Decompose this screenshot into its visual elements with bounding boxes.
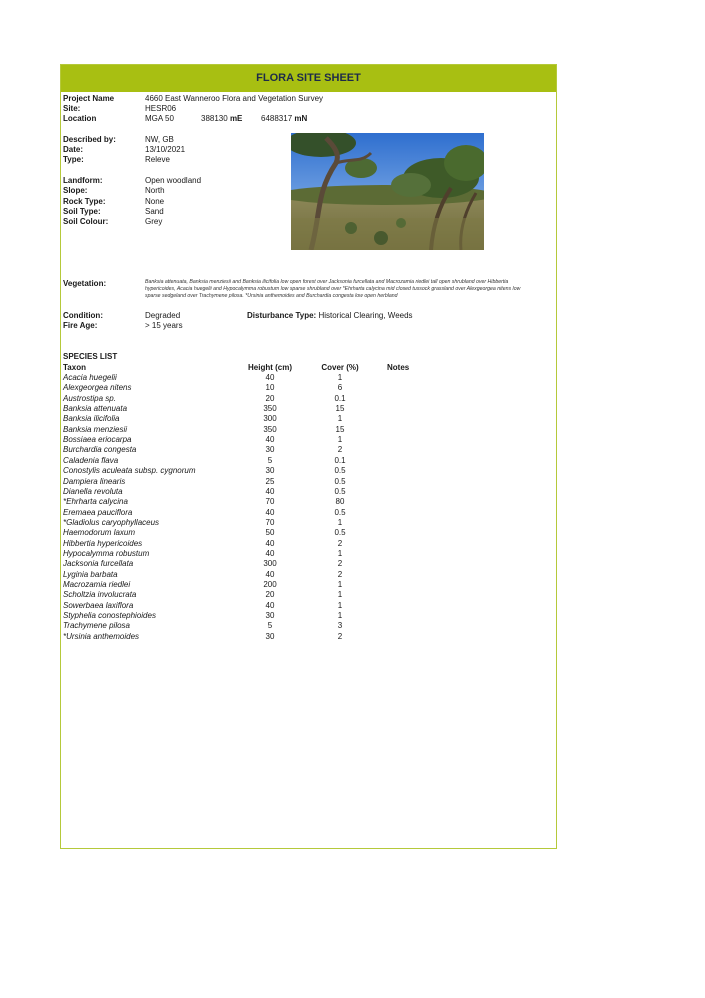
height-cell: 30 [265, 611, 275, 621]
taxon-cell: Caladenia flava [63, 455, 119, 465]
table-row [61, 404, 556, 414]
height-cell: 40 [265, 600, 275, 610]
height-cell: 300 [263, 559, 277, 569]
cover-cell: 2 [337, 445, 343, 455]
cover-cell: 1 [337, 548, 343, 558]
cover-cell: 1 [337, 611, 343, 621]
site-photo-image [291, 133, 484, 250]
taxon-cell: Eremaea pauciflora [63, 507, 133, 517]
vegetation-description: Banksia attenuata, Banksia menziesii and Banksia ilicifolia low open forest over Jacksonia furcellata and Macrozamia riedlei tall open shrubland over Hibbertia hypericoides, Acacia huegelii and Hypocalymma robustum low sparse shrubland over *Ehrharta calycina mid closed tussock grassland over Alexgeorgea nitens low sparse sedgeland over Trachymene pilosa. *Ursinia anthemoides and Burchardia congesta low open herbland [145, 279, 521, 300]
taxon-header: Taxon [63, 363, 86, 372]
notes-header: Notes [387, 363, 410, 372]
soil-colour-value: Grey [145, 217, 163, 226]
height-cell: 30 [265, 445, 275, 455]
table-row [61, 611, 556, 621]
taxon-cell: Dianella revoluta [63, 486, 123, 496]
taxon-cell: Burchardia congesta [63, 445, 137, 455]
cover-cell: 80 [335, 497, 345, 507]
table-row [61, 394, 556, 404]
table-row [61, 456, 556, 466]
cover-cell: 2 [337, 631, 343, 641]
height-cell: 350 [263, 424, 277, 434]
cover-cell: 0.1 [334, 455, 346, 465]
taxon-cell: Bossiaea eriocarpa [63, 435, 132, 445]
condition-label: Condition: [63, 311, 103, 320]
table-row [61, 518, 556, 528]
cover-cell: 2 [337, 569, 343, 579]
taxon-cell: Banksia attenuata [63, 404, 128, 414]
described-by-value: NW, GB [145, 135, 174, 144]
location-datum: MGA 50 [145, 114, 174, 123]
project-value: 4660 East Wanneroo Flora and Vegetation Survey [145, 94, 324, 103]
location-northing: 6488317 mN [261, 114, 308, 123]
table-row [61, 383, 556, 393]
cover-cell: 1 [337, 600, 343, 610]
cover-cell: 0.5 [334, 486, 346, 496]
table-row [61, 435, 556, 445]
type-label: Type: [63, 155, 84, 164]
site-photo [291, 133, 484, 250]
table-row [61, 487, 556, 497]
table-row [61, 445, 556, 455]
date-value: 13/10/2021 [145, 145, 186, 154]
height-cell: 30 [265, 631, 275, 641]
table-row [61, 477, 556, 487]
table-row [61, 632, 556, 642]
height-cell: 350 [263, 404, 277, 414]
condition-value: Degraded [145, 311, 181, 320]
taxon-cell: Alexgeorgea nitens [63, 383, 132, 393]
taxon-cell: Austrostipa sp. [63, 393, 116, 403]
sheet-header [61, 65, 556, 92]
table-row [61, 601, 556, 611]
vegetation-label: Vegetation: [63, 279, 107, 288]
height-cell: 20 [265, 393, 275, 403]
height-cell: 10 [265, 383, 275, 393]
height-cell: 40 [265, 486, 275, 496]
table-row [61, 590, 556, 600]
table-row [61, 580, 556, 590]
height-cell: 5 [267, 455, 273, 465]
cover-cell: 2 [337, 538, 343, 548]
cover-cell: 1 [337, 590, 343, 600]
landform-label: Landform: [63, 176, 103, 185]
height-cell: 70 [265, 517, 275, 527]
cover-cell: 1 [337, 435, 343, 445]
height-cell: 40 [265, 569, 275, 579]
rock-type-value: None [145, 197, 165, 206]
height-cell: 300 [263, 414, 277, 424]
taxon-cell: Banksia ilicifolia [63, 414, 120, 424]
taxon-cell: Sowerbaea laxiflora [63, 600, 134, 610]
slope-value: North [145, 186, 165, 195]
taxon-cell: Acacia huegelii [63, 373, 117, 382]
project-label: Project Name [63, 94, 115, 103]
table-row [61, 508, 556, 518]
cover-cell: 0.1 [334, 393, 346, 403]
cover-header: Cover (%) [321, 363, 359, 372]
taxon-cell: Haemodorum laxum [63, 528, 136, 538]
height-cell: 40 [265, 435, 275, 445]
cover-cell: 0.5 [334, 476, 346, 486]
table-row [61, 425, 556, 435]
table-row [61, 414, 556, 424]
table-row [61, 621, 556, 631]
cover-cell: 3 [337, 621, 343, 631]
taxon-cell: *Gladiolus caryophyllaceus [63, 517, 160, 527]
height-cell: 40 [265, 538, 275, 548]
height-cell: 200 [263, 580, 277, 589]
taxon-cell: Dampiera linearis [63, 476, 126, 486]
height-cell: 30 [265, 466, 275, 476]
height-cell: 70 [265, 497, 275, 507]
flora-site-sheet [60, 64, 557, 849]
taxon-cell: Trachymene pilosa [63, 621, 130, 631]
rock-type-label: Rock Type: [63, 197, 106, 206]
cover-cell: 1 [337, 580, 343, 589]
landform-value: Open woodland [145, 176, 202, 185]
cover-cell: 1 [337, 414, 343, 424]
table-row [61, 528, 556, 538]
cover-cell: 15 [335, 424, 345, 434]
height-cell: 40 [265, 548, 275, 558]
cover-cell: 6 [337, 383, 343, 393]
described-by-label: Described by: [63, 135, 116, 144]
fire-age-label: Fire Age: [63, 321, 98, 330]
date-label: Date: [63, 145, 84, 154]
cover-cell: 0.5 [334, 466, 346, 476]
height-cell: 40 [265, 507, 275, 517]
table-row [61, 466, 556, 476]
height-header: Height (cm) [248, 363, 292, 372]
cover-cell: 1 [337, 373, 343, 382]
taxon-cell: Scholtzia involucrata [63, 590, 137, 600]
table-row [61, 539, 556, 549]
site-label: Site: [63, 104, 81, 113]
taxon-cell: Hibbertia hypericoides [63, 538, 143, 548]
location-easting: 388130 mE [201, 114, 243, 123]
species-heading: SPECIES LIST [63, 352, 118, 361]
table-row [61, 497, 556, 507]
taxon-cell: Conostylis aculeata subsp. cygnorum [63, 466, 196, 476]
taxon-cell: *Ursinia anthemoides [63, 631, 140, 641]
height-cell: 40 [265, 373, 275, 382]
cover-cell: 0.5 [334, 507, 346, 517]
table-row [61, 559, 556, 569]
disturbance: Disturbance Type: Historical Clearing, Weeds [247, 311, 413, 320]
cover-cell: 0.5 [334, 528, 346, 538]
taxon-cell: Macrozamia riedlei [63, 580, 131, 589]
type-value: Releve [145, 155, 170, 164]
site-value: HESR06 [145, 104, 177, 113]
location-label: Location [63, 114, 97, 123]
height-cell: 25 [265, 476, 275, 486]
taxon-cell: Banksia menziesii [63, 424, 128, 434]
table-row [61, 373, 556, 383]
cover-cell: 1 [337, 517, 343, 527]
soil-type-value: Sand [145, 207, 164, 216]
table-row [61, 570, 556, 580]
table-row [61, 549, 556, 559]
fire-age-value: > 15 years [145, 321, 183, 330]
height-cell: 50 [265, 528, 275, 538]
taxon-cell: Lyginia barbata [63, 569, 118, 579]
height-cell: 20 [265, 590, 275, 600]
soil-colour-label: Soil Colour: [63, 217, 109, 226]
cover-cell: 15 [335, 404, 345, 414]
taxon-cell: Hypocalymma robustum [63, 548, 150, 558]
taxon-cell: *Ehrharta calycina [63, 497, 128, 507]
cover-cell: 2 [337, 559, 343, 569]
sheet-title: FLORA SITE SHEET [256, 72, 361, 84]
height-cell: 5 [267, 621, 273, 631]
taxon-cell: Jacksonia furcellata [63, 559, 134, 569]
taxon-cell: Styphelia conostephioides [63, 611, 156, 621]
slope-label: Slope: [63, 186, 88, 195]
soil-type-label: Soil Type: [63, 207, 101, 216]
